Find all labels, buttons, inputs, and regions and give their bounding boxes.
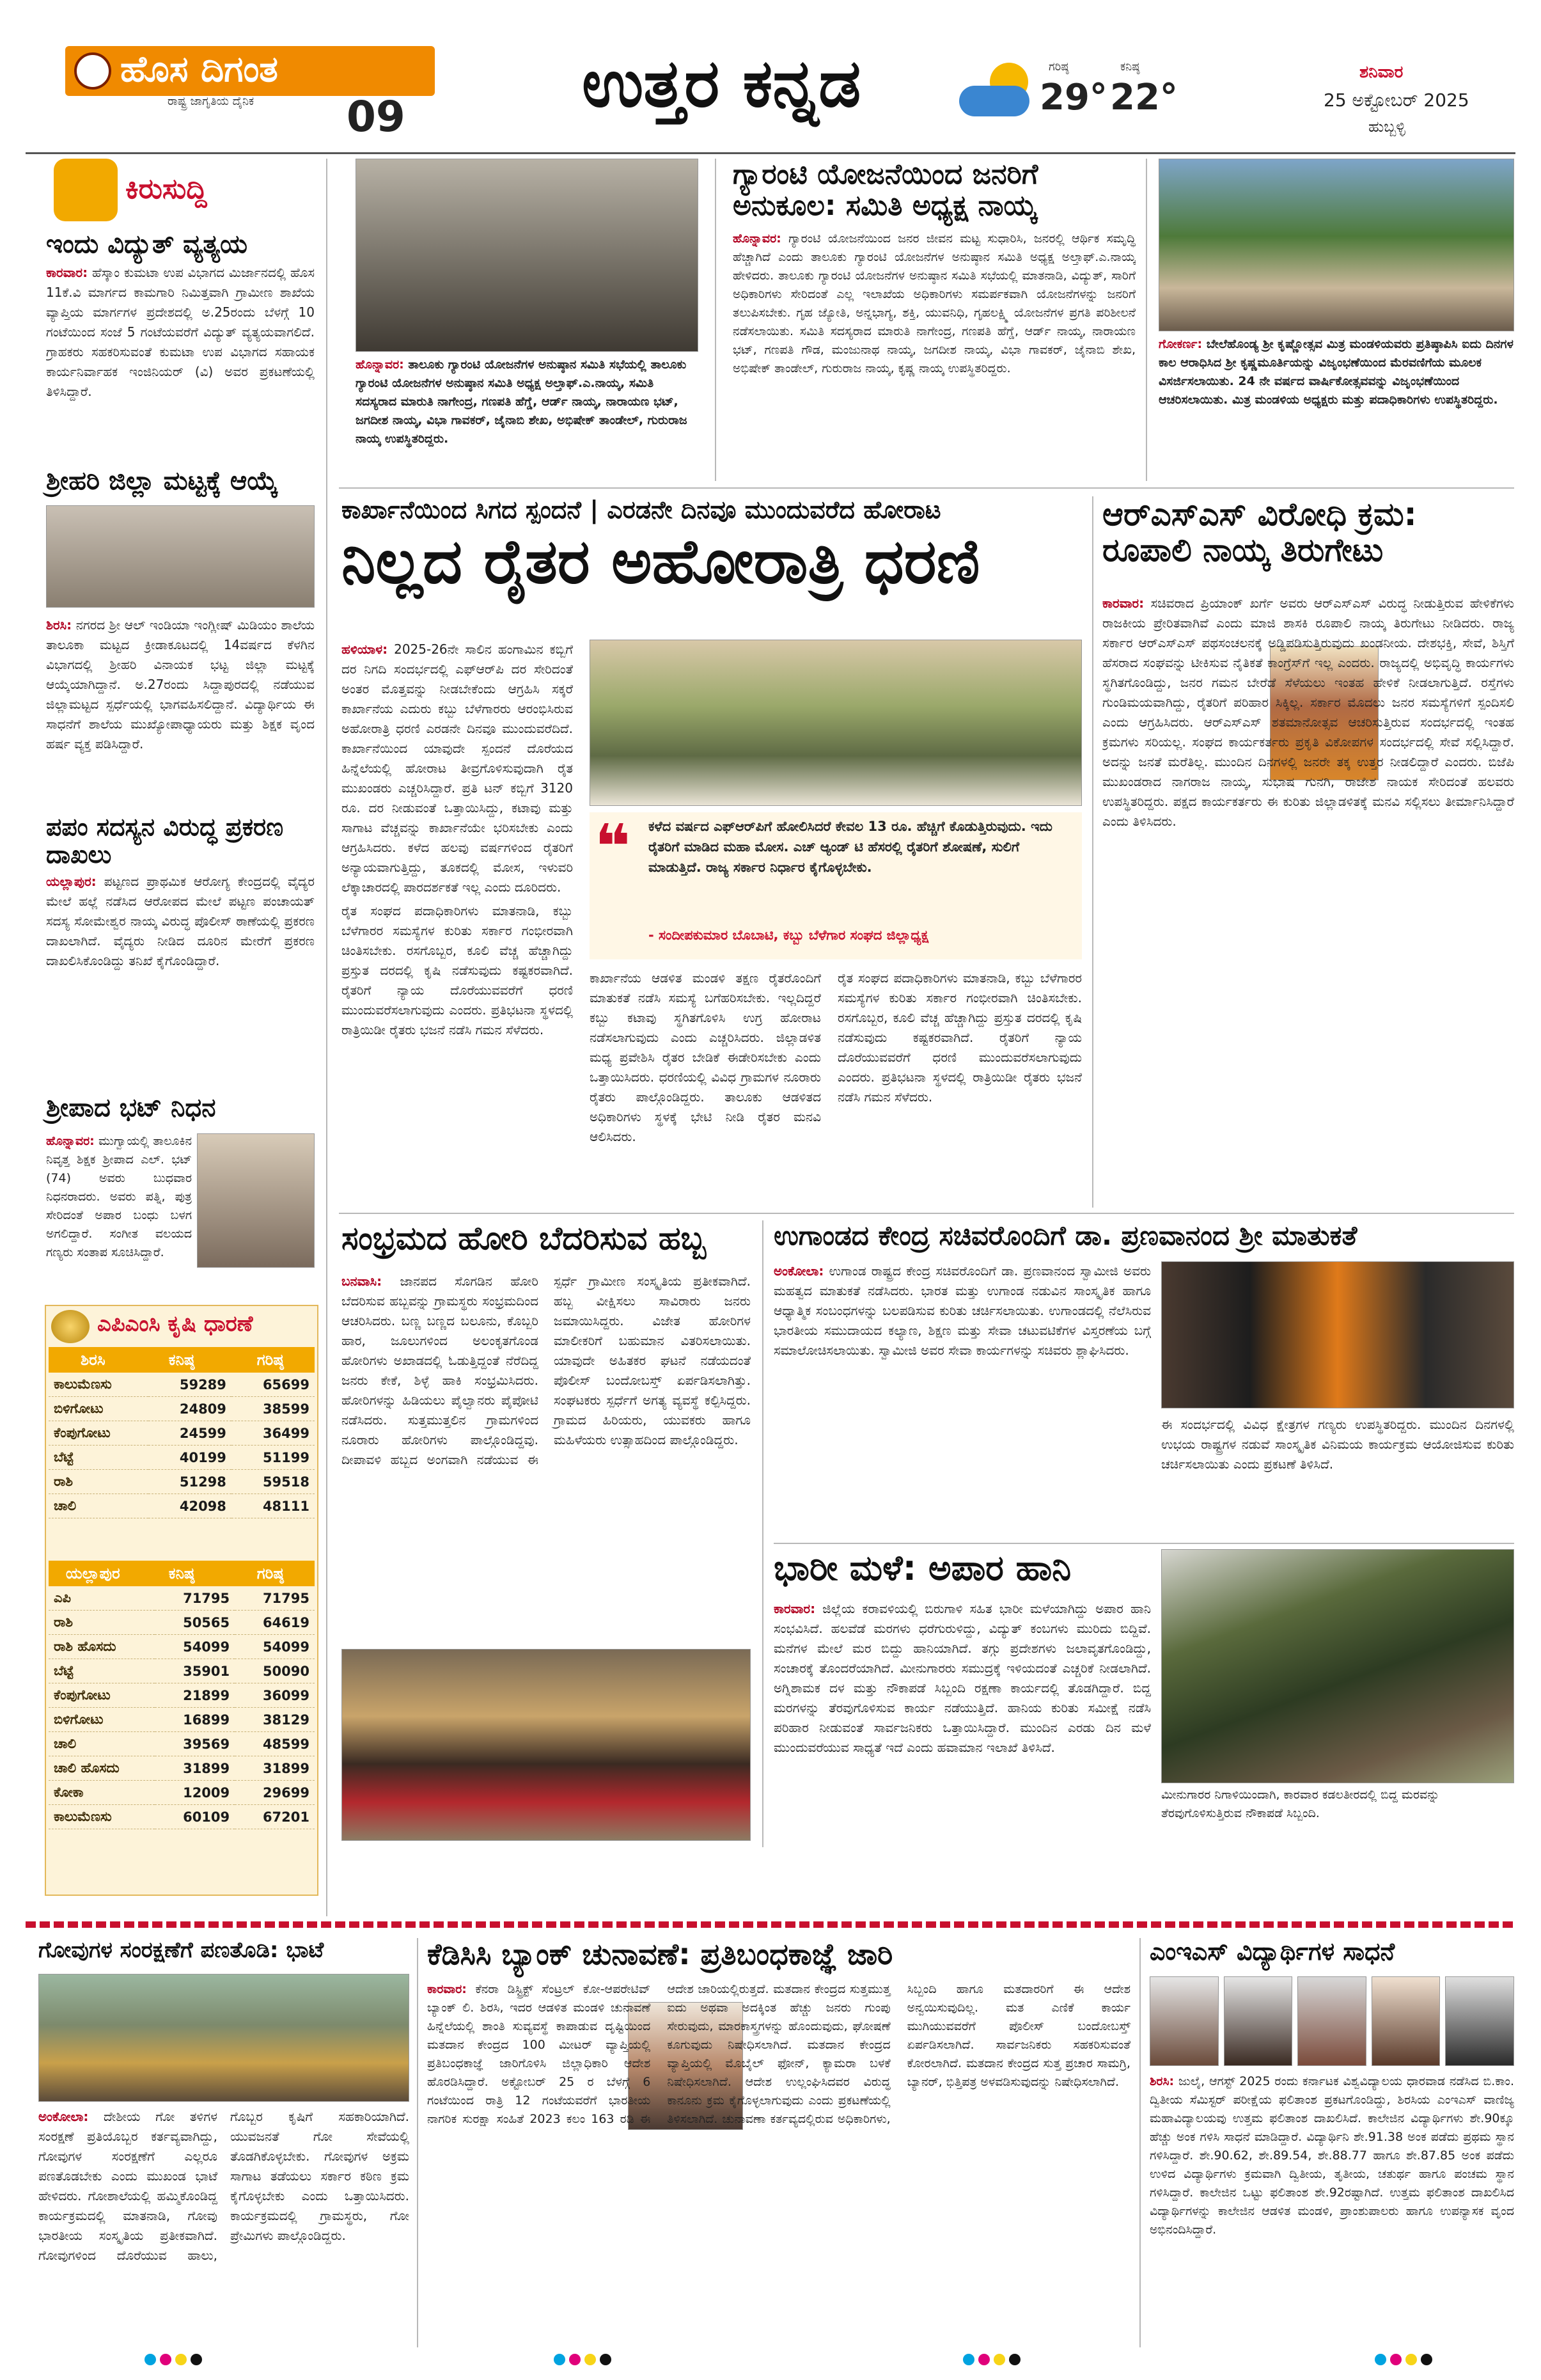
story-text: ಕೆನರಾ ಡಿಸ್ಟ್ರಿಕ್ಟ್ ಸೆಂಟ್ರಲ್ ಕೋ-ಆಪರೇಟಿವ್ ಬ್ಯಾಂಕ್ ಲಿ. ಶಿರಸಿ, ಇದರ ಆಡಳಿತ ಮಂಡಳಿ ಚುನಾವಣೆ ಹಿನ್ನೆಲೆಯಲ್ಲಿ ಶಾಂತಿ ಸುವ್ಯವಸ್ಥೆ ಕಾಪಾಡುವ ದೃಷ್ಟಿಯಿಂದ ಮತದಾನ ಕೇಂದ್ರದ 100 ಮೀಟರ್ ವ್ಯಾಪ್ತಿಯಲ್ಲಿ ಪ್ರತಿಬಂಧಕಾಜ್ಞೆ ಜಾರಿಗೊಳಿಸಿ ಜಿಲ್ಲಾಧಿಕಾರಿ ಆದೇಶ ಹೊರಡಿಸಿದ್ದಾರೆ. ಅಕ್ಟೋಬರ್ 25 ರ ಬೆಳಗ್ಗೆ 6 ಗಂಟೆಯಿಂದ ರಾತ್ರಿ 12 ಗಂಟೆಯವರೆಗೆ ಭಾರತೀಯ ನಾಗರಿಕ ಸುರಕ್ಷಾ ಸಂಹಿತೆ 2023 ಕಲಂ 163 ರಡಿ ಈ ಆದೇಶ ಜಾರಿಯಲ್ಲಿರುತ್ತದೆ. ಮತದಾನ ಕೇಂದ್ರದ ಸುತ್ತಮುತ್ತ ಐದು ಅಥವಾ ಅದಕ್ಕಿಂತ ಹೆಚ್ಚು ಜನರು ಗುಂಪು ಸೇರುವುದು, ಮಾರಕಾಸ್ತ್ರಗಳನ್ನು ಹೊಂದುವುದು, ಘೋಷಣೆ ಕೂಗುವುದು ನಿಷೇಧಿಸಲಾಗಿದೆ. ಮತದಾನ ಕೇಂದ್ರದ ವ್ಯಾಪ್ತಿಯಲ್ಲಿ ಮೊಬೈಲ್ ಫೋನ್, ಕ್ಯಾಮರಾ ಬಳಕೆ ನಿಷೇಧಿಸಲಾಗಿದೆ. ಆದೇಶ ಉಲ್ಲಂಘಿಸಿದವರ ವಿರುದ್ಧ ಕಾನೂನು ಕ್ರಮ ಕೈಗೊಳ್ಳಲಾಗುವುದು ಎಂದು ಪ್ರಕಟಣೆಯಲ್ಲಿ ತಿಳಿಸಲಾಗಿದೆ. ಚುನಾವಣಾ ಕರ್ತವ್ಯದಲ್ಲಿರುವ ಅಧಿಕಾರಿಗಳು, ಸಿಬ್ಬಂದಿ ಹಾಗೂ ಮತದಾರರಿಗೆ ಈ ಆದೇಶ ಅನ್ವಯಿಸುವುದಿಲ್ಲ. ಮತ ಎಣಿಕೆ ಕಾರ್ಯ ಮುಗಿಯುವವರೆಗೆ ಪೊಲೀಸ್ ಬಂದೋಬಸ್ತ್ ಏರ್ಪಡಿಸಲಾಗಿದೆ. ಸಾರ್ವಜನಿಕರು ಸಹಕರಿಸುವಂತೆ ಕೋರಲಾಗಿದೆ. ಮತದಾನ ಕೇಂದ್ರದ ಸುತ್ತ ಪ್ರಚಾರ ಸಾಮಗ್ರಿ, ಬ್ಯಾನರ್, ಭಿತ್ತಿಪತ್ರ ಅಳವಡಿಸುವುದನ್ನು ನಿಷೇಧಿಸಲಾಗಿದೆ. — [427, 1982, 1130, 2126]
apmc-sirsi — [49, 1347, 315, 1518]
price-max: 54099 — [235, 1635, 315, 1659]
kiru-item-body — [46, 872, 315, 1076]
price-max: 38129 — [235, 1708, 315, 1732]
table-row — [49, 1781, 315, 1805]
apmc-min-label: ಕನಿಷ್ಠ — [168, 1564, 195, 1582]
bull-body — [341, 1272, 751, 1640]
kiru-badge-label: ಕಿರುಸುದ್ದಿ — [125, 173, 207, 205]
commodity: ರಾಶಿ — [49, 1611, 155, 1635]
masthead-date: 25 ಅಕ್ಟೋಬರ್ 2025 — [1324, 90, 1469, 111]
temp-min-label: ಕನಿಷ್ಠ — [1120, 60, 1140, 74]
dateline: ಕಾರವಾರ: — [774, 1601, 816, 1616]
student-photo — [1372, 1976, 1441, 2066]
magenta-dot — [978, 2354, 990, 2365]
story-headline[interactable]: ಗೋವುಗಳ ಸಂರಕ್ಷಣೆಗೆ ಪಣತೊಡಿ: ಭಾಟೆ — [38, 1937, 324, 1963]
dateline: ಅಂಕೋಲಾ: — [774, 1263, 824, 1279]
quote-text: ಕಳೆದ ವರ್ಷದ ಎಫ್‌ಆರ್‌ಪಿಗೆ ಹೋಲಿಸಿದರೆ ಕೇವಲ 13 ರೂ. ಹೆಚ್ಚಿಗೆ ಕೊಡುತ್ತಿರುವುದು. ಇದು ರೈತರಿಗೆ ಮಾಡಿದ ಮಹಾ ಮೋಸ. ಎಚ್ ಆ್ಯಂಡ್ ಟಿ ಹೆಸರಲ್ಲಿ ರೈತರಿಗೆ ಶೋಷಣೆ, ಸುಲಿಗೆ ಮಾಡುತ್ತಿದೆ. ರಾಜ್ಯ ಸರ್ಕಾರ ನಿರ್ಧಾರ ಕೈಗೊಳ್ಳಬೇಕು. — [648, 819, 1052, 875]
dateline: ಕಾರವಾರ: — [46, 264, 88, 280]
price-min: 71795 — [155, 1586, 235, 1611]
honnavar-meeting-photo — [356, 159, 698, 352]
price-max: 36099 — [235, 1683, 315, 1708]
guarantee-story[interactable] — [733, 159, 1136, 474]
story-headline[interactable]: ಉಗಾಂಡದ ಕೇಂದ್ರ ಸಚಿವರೊಂದಿಗೆ ಡಾ. ಪ್ರಣವಾನಂದ ಶ್ರೀ ಮಾತುಕತೆ — [774, 1220, 1357, 1251]
temp-max: 29° — [1040, 77, 1107, 118]
kiru-item-text: ಹೆಸ್ಕಾಂ ಕುಮಟಾ ಉಪ ವಿಭಾಗದ ಮಿರ್ಜಾನದಲ್ಲಿ ಹೊಸ 11ಕೆ.ವಿ ಮಾರ್ಗದ ಕಾಮಗಾರಿ ನಿಮಿತ್ತವಾಗಿ ಗ್ರಾಮೀಣ ಶಾಖೆಯ ವ್ಯಾಪ್ತಿಯ ಮಾರ್ಗಗಳ ಪ್ರದೇಶದಲ್ಲಿ ಅ.25ರಂದು ಬೆಳಗ್ಗೆ 10 ಗಂಟೆಯಿಂದ ಸಂಜೆ 5 ಗಂಟೆಯವರೆಗೆ ವಿದ್ಯುತ್ ವ್ಯತ್ಯಯವಾಗಲಿದೆ. ಗ್ರಾಹಕರು ಸಹಕರಿಸುವಂತೆ ಕುಮಟಾ ಉಪ ವಿಭಾಗದ ಸಹಾಯಕ ಕಾರ್ಯನಿರ್ವಾಹಕ ಇಂಜಿನಿಯರ್ (ವಿ) ಅವರ ಪ್ರಕಟಣೆಯಲ್ಲಿ ತಿಳಿಸಿದ್ದಾರೆ. — [46, 264, 315, 399]
price-max: 71795 — [235, 1586, 315, 1611]
yellow-dot — [175, 2354, 187, 2365]
kiru-item-text: ಪಟ್ಟಣದ ಪ್ರಾಥಮಿಕ ಆರೋಗ್ಯ ಕೇಂದ್ರದಲ್ಲಿ ವೈದ್ಯರ ಮೇಲೆ ಹಲ್ಲೆ ನಡೆಸಿದ ಆರೋಪದ ಮೇಲೆ ಪಟ್ಟಣ ಪಂಚಾಯತ್ ಸದಸ್ಯ ಸೋಮೇಶ್ವರ ನಾಯ್ಕ ವಿರುದ್ಧ ಪೊಲೀಸ್ ಠಾಣೆಯಲ್ಲಿ ಪ್ರಕರಣ ದಾಖಲಾಗಿದೆ. ವೈದ್ಯರು ನೀಡಿದ ದೂರಿನ ಮೇರೆಗೆ ಪ್ರಕರಣ ದಾಖಲಿಸಿಕೊಂಡಿದ್ದು ತನಿಖೆ ಕೈಗೊಂಡಿದ್ದಾರೆ. — [46, 874, 315, 969]
story-headline[interactable]: ಕೆಡಿಸಿಸಿ ಬ್ಯಾಂಕ್ ಚುನಾವಣೆ: ಪ್ರತಿಬಂಧಕಾಜ್ಞೆ ಜಾರಿ — [427, 1937, 893, 1971]
row-divider — [774, 1543, 1514, 1544]
cyan-dot — [554, 2354, 565, 2365]
commodity: ಕೆಂಪುಗೋಟು — [49, 1421, 148, 1446]
black-dot — [1009, 2354, 1021, 2365]
commodity: ರಾಶಿ ಹೊಸದು — [49, 1635, 155, 1659]
story-text: ಜಿಲ್ಲೆಯ ಕರಾವಳಿಯಲ್ಲಿ ಬಿರುಗಾಳಿ ಸಹಿತ ಭಾರೀ ಮಳೆಯಾಗಿದ್ದು ಅಪಾರ ಹಾನಿ ಸಂಭವಿಸಿದೆ. ಹಲವೆಡೆ ಮರಗಳು ಧರೆಗುರುಳಿದ್ದು, ವಿದ್ಯುತ್ ಕಂಬಗಳು ಮುರಿದು ಬಿದ್ದಿವೆ. ಮನೆಗಳ ಮೇಲೆ ಮರ ಬಿದ್ದು ಹಾನಿಯಾಗಿದೆ. ತಗ್ಗು ಪ್ರದೇಶಗಳು ಜಲಾವೃತಗೊಂಡಿದ್ದು, ಸಂಚಾರಕ್ಕೆ ತೊಂದರೆಯಾಗಿದೆ. ಮೀನುಗಾರರು ಸಮುದ್ರಕ್ಕೆ ಇಳಿಯದಂತೆ ಎಚ್ಚರಿಕೆ ನೀಡಲಾಗಿದೆ. ಅಗ್ನಿಶಾಮಕ ದಳ ಮತ್ತು ನೌಕಾಪಡೆ ಸಿಬ್ಬಂದಿ ರಕ್ಷಣಾ ಕಾರ್ಯದಲ್ಲಿ ತೊಡಗಿದ್ದಾರೆ. ಬಿದ್ದ ಮರಗಳನ್ನು ತೆರವುಗೊಳಿಸುವ ಕಾರ್ಯ ನಡೆಯುತ್ತಿದೆ. ಹಾನಿಯ ಕುರಿತು ಸಮೀಕ್ಷೆ ನಡೆಸಿ ಪರಿಹಾರ ನೀಡುವಂತೆ ಸಾರ್ವಜನಿಕರು ಒತ್ತಾಯಿಸಿದ್ದಾರೆ. ಮುಂದಿನ ಎರಡು ದಿನ ಮಳೆ ಮುಂದುವರೆಯುವ ಸಾಧ್ಯತೆ ಇದೆ ಎಂದು ಹವಾಮಾನ ಇಲಾಖೆ ತಿಳಿಸಿದೆ. — [774, 1601, 1151, 1755]
story-text: ರೈತ ಸಂಘದ ಪದಾಧಿಕಾರಿಗಳು ಮಾತನಾಡಿ, ಕಬ್ಬು ಬೆಳೆಗಾರರ ಸಮಸ್ಯೆಗಳ ಕುರಿತು ಸರ್ಕಾರ ಗಂಭೀರವಾಗಿ ಚಿಂತಿಸಬೇಕು. ರಸಗೊಬ್ಬರ, ಕೂಲಿ ವೆಚ್ಚ ಹೆಚ್ಚಾಗಿದ್ದು ಪ್ರಸ್ತುತ ದರದಲ್ಲಿ ಕೃಷಿ ನಡೆಸುವುದು ಕಷ್ಟಕರವಾಗಿದೆ. ರೈತರಿಗೆ ನ್ಯಾಯ ದೊರೆಯುವವರೆಗೆ ಧರಣಿ ಮುಂದುವರೆಸಲಾಗುವುದು ಎಂದರು. ಪ್ರತಿಭಟನಾ ಸ್ಥಳದಲ್ಲಿ ರಾತ್ರಿಯಿಡೀ ರೈತರು ಭಜನೆ ನಡೆಸಿ ಗಮನ ಸೆಳೆದರು. — [838, 970, 1082, 1105]
kiru-item-4 — [46, 1093, 315, 1259]
commodity: ಬೆಟ್ಟೆ — [49, 1446, 148, 1470]
price-max: 48111 — [231, 1494, 315, 1518]
price-min: 12009 — [155, 1781, 235, 1805]
temp-min: 22° — [1110, 77, 1178, 118]
honnavar-caption — [356, 356, 698, 484]
kiru-item-text: ನಗರದ ಶ್ರೀ ಆಲ್ ಇಂಡಿಯಾ ಇಂಗ್ಲೀಷ್ ಮಿಡಿಯಂ ಶಾಲೆಯ ತಾಲೂಕಾ ಮಟ್ಟದ ಕ್ರೀಡಾಕೂಟದಲ್ಲಿ 14ವರ್ಷದ ಕೆಳಗಿನ ವಿಭಾಗದಲ್ಲಿ ಶ್ರೀಹರಿ ವಿನಾಯಕ ಭಟ್ಟ ಜಿಲ್ಲಾ ಮಟ್ಟಕ್ಕೆ ಆಯ್ಕೆಯಾಗಿದ್ದಾನೆ. ಅ.27ರಂದು ಸಿದ್ದಾಪುರದಲ್ಲಿ ನಡೆಯುವ ಜಿಲ್ಲಾಮಟ್ಟದ ಸ್ಪರ್ಧೆಯಲ್ಲಿ ಭಾಗವಹಿಸಲಿದ್ದಾನೆ. ವಿದ್ಯಾರ್ಥಿಯ ಈ ಸಾಧನೆಗೆ ಶಾಲೆಯ ಮುಖ್ಯೋಪಾಧ್ಯಾಯರು ಮತ್ತು ಶಿಕ್ಷಕ ವೃಂದ ಹರ್ಷ ವ್ಯಕ್ತ ಪಡಿಸಿದ್ದಾರೆ. — [46, 617, 315, 752]
apmc-place: ಯಲ್ಲಾಪುರ — [65, 1564, 120, 1582]
finger-icon — [54, 159, 118, 221]
black-dot — [600, 2354, 611, 2365]
table-row — [49, 1373, 315, 1397]
price-min: 60109 — [155, 1805, 235, 1829]
commodity: ಕೋಕಾ — [49, 1781, 155, 1805]
apmc-title: ಎಪಿಎಂಸಿ ಕೃಷಿ ಧಾರಣೆ — [97, 1311, 253, 1337]
commodity: ಬೆಟ್ಟೆ — [49, 1659, 155, 1683]
commodity: ಬಿಳಿಗೋಟು — [49, 1397, 148, 1421]
price-max: 36499 — [231, 1421, 315, 1446]
story-text: ಜುಲೈ, ಆಗಸ್ಟ್ 2025 ರಂದು ಕರ್ನಾಟಕ ವಿಶ್ವವಿದ್ಯಾಲಯ ಧಾರವಾಡ ನಡೆಸಿದ ಬಿ.ಕಾಂ. ದ್ವಿತೀಯ ಸೆಮಿಸ್ಟರ್ ಪರೀಕ್ಷೆಯ ಫಲಿತಾಂಶ ಪ್ರಕಟಗೊಂಡಿದ್ದು, ಶಿರಸಿಯ ಎಂಇಎಸ್ ವಾಣಿಜ್ಯ ಮಹಾವಿದ್ಯಾಲಯವು ಉತ್ತಮ ಫಲಿತಾಂಶ ದಾಖಲಿಸಿದೆ. ಕಾಲೇಜಿನ ವಿದ್ಯಾರ್ಥಿಗಳು ಶೇ.90ಕ್ಕೂ ಹೆಚ್ಚು ಅಂಕ ಗಳಿಸಿ ಸಾಧನೆ ಮಾಡಿದ್ದಾರೆ. ವಿದ್ಯಾರ್ಥಿನಿ ಶೇ.91.38 ಅಂಕ ಪಡೆದು ಪ್ರಥಮ ಸ್ಥಾನ ಗಳಿಸಿದ್ದಾರೆ. ಶೇ.90.62, ಶೇ.89.54, ಶೇ.88.77 ಹಾಗೂ ಶೇ.87.85 ಅಂಕ ಪಡೆದು ಉಳಿದ ವಿದ್ಯಾರ್ಥಿಗಳು ಕ್ರಮವಾಗಿ ದ್ವಿತೀಯ, ತೃತೀಯ, ಚತುರ್ಥ ಹಾಗೂ ಪಂಚಮ ಸ್ಥಾನ ಗಳಿಸಿದ್ದಾರೆ. ಕಾಲೇಜಿನ ಒಟ್ಟು ಫಲಿತಾಂಶ ಶೇ.92ರಷ್ಟಾಗಿದೆ. ಉತ್ತಮ ಫಲಿತಾಂಶ ದಾಖಲಿಸಿದ ವಿದ್ಯಾರ್ಥಿಗಳನ್ನು ಕಾಲೇಜಿನ ಆಡಳಿತ ಮಂಡಳಿ, ಪ್ರಾಂಶುಪಾಲರು ಹಾಗೂ ಉಪನ್ಯಾಸಕ ವೃಂದ ಅಭಿನಂದಿಸಿದ್ದಾರೆ. — [1150, 2074, 1514, 2237]
lamp-icon — [74, 52, 111, 90]
mes-body — [1150, 2072, 1514, 2347]
magenta-dot — [160, 2354, 171, 2365]
price-min: 50565 — [155, 1611, 235, 1635]
price-min: 21899 — [155, 1683, 235, 1708]
dateline: ಅಂಕೋಲಾ: — [38, 2109, 89, 2124]
dateline: ಯಲ್ಲಾಪುರ: — [46, 874, 97, 890]
logo-block[interactable] — [65, 46, 435, 142]
commodity: ಚಾಲಿ — [49, 1494, 148, 1518]
dateline: ಶಿರಸಿ: — [1150, 2074, 1175, 2088]
price-max: 38599 — [231, 1397, 315, 1421]
apmc-place: ಶಿರಸಿ — [81, 1351, 106, 1369]
cows-body — [38, 2107, 409, 2347]
table-row — [49, 1708, 315, 1732]
page-number: 09 — [347, 92, 405, 141]
kiru-item-text: ಮುಗ್ವಾಯಲ್ಲಿ ತಾಲೂಕಿನ ನಿವೃತ್ತ ಶಿಕ್ಷಕ ಶ್ರೀಪಾದ ಎಲ್. ಭಟ್ (74) ಅವರು ಬುಧವಾರ ನಿಧನರಾದರು. ಅವರು ಪತ್ನಿ, ಪುತ್ರ ಸೇರಿದಂತೆ ಅಪಾರ ಬಂಧು ಬಳಗ ಅಗಲಿದ್ದಾರೆ. ಸಂಗೀತ ವಲಯದ ಗಣ್ಯರು ಸಂತಾಪ ಸೂಚಿಸಿದ್ದಾರೆ. — [46, 1134, 192, 1259]
masthead — [26, 38, 1515, 150]
uganda-body-2 — [1161, 1415, 1514, 1538]
table-row — [49, 1397, 315, 1421]
column-divider — [326, 159, 327, 1916]
row-divider — [339, 1213, 1514, 1214]
table-row — [49, 1659, 315, 1683]
cows-event-photo — [38, 1974, 409, 2102]
yellow-dot — [994, 2354, 1005, 2365]
row-divider — [339, 487, 1514, 489]
price-min: 16899 — [155, 1708, 235, 1732]
uganda-story[interactable] — [774, 1220, 1514, 1250]
commodity: ಬಿಳಿಗೋಟು — [49, 1708, 155, 1732]
price-max: 31899 — [235, 1756, 315, 1781]
story-text: ಉಗಾಂಡ ರಾಷ್ಟ್ರದ ಕೇಂದ್ರ ಸಚಿವರೊಂದಿಗೆ ಡಾ. ಪ್ರಣವಾನಂದ ಸ್ವಾಮೀಜಿ ಅವರು ಮಹತ್ವದ ಮಾತುಕತೆ ನಡೆಸಿದರು. ಭಾರತ ಮತ್ತು ಉಗಾಂಡ ನಡುವಿನ ಸಾಂಸ್ಕೃತಿಕ ಹಾಗೂ ಆಧ್ಯಾತ್ಮಿಕ ಸಂಬಂಧಗಳನ್ನು ಬಲಪಡಿಸುವ ಕುರಿತು ಚರ್ಚಿಸಲಾಯಿತು. ಉಗಾಂಡದಲ್ಲಿ ನೆಲೆಸಿರುವ ಭಾರತೀಯ ಸಮುದಾಯದ ಕಲ್ಯಾಣ, ಶಿಕ್ಷಣ ಮತ್ತು ಸೇವಾ ಚಟುವಟಿಕೆಗಳ ವಿಸ್ತರಣೆಯ ಬಗ್ಗೆ ಸಮಾಲೋಚಿಸಲಾಯಿತು. ಸ್ವಾಮೀಜಿ ಅವರ ಸೇವಾ ಕಾರ್ಯಗಳನ್ನು ಸಚಿವರು ಶ್ಲಾಘಿಸಿದರು. — [774, 1263, 1151, 1358]
commodity: ಚಾಲಿ ಹೊಸದು — [49, 1756, 155, 1781]
quote-author: - ಸಂದೀಪಕುಮಾರ ಬೊಬಾಟಿ, ಕಬ್ಬು ಬೆಳೆಗಾರ ಸಂಘದ ಜಿಲ್ಲಾಧ್ಯಕ್ಷ — [648, 927, 929, 943]
gokarna-caption — [1159, 335, 1514, 482]
kiru-photo — [46, 505, 315, 608]
kiru-item-body — [46, 615, 315, 807]
price-min: 31899 — [155, 1756, 235, 1781]
story-text: ಈ ಸಂದರ್ಭದಲ್ಲಿ ವಿವಿಧ ಕ್ಷೇತ್ರಗಳ ಗಣ್ಯರು ಉಪಸ್ಥಿತರಿದ್ದರು. ಮುಂದಿನ ದಿನಗಳಲ್ಲಿ ಉಭಯ ರಾಷ್ಟ್ರಗಳ ನಡುವೆ ಸಾಂಸ್ಕೃತಿಕ ವಿನಿಮಯ ಕಾರ್ಯಕ್ರಮ ಆಯೋಜಿಸುವ ಕುರಿತು ಚರ್ಚಿಸಲಾಯಿತು ಎಂದು ಪ್ರಕಟಣೆ ತಿಳಿಸಿದೆ. — [1161, 1417, 1514, 1472]
student-photo — [1445, 1976, 1514, 2066]
column-divider — [417, 1938, 418, 2347]
registration-marks-center-right — [963, 2354, 1021, 2365]
dateline: ಶಿರಸಿ: — [46, 617, 72, 633]
column-divider — [1139, 1938, 1141, 2347]
gokarna-procession-photo — [1159, 159, 1514, 331]
dateline: ಬನವಾಸಿ: — [341, 1273, 382, 1289]
price-min: 40199 — [148, 1446, 231, 1470]
commodity: ಎಪಿ — [49, 1586, 155, 1611]
rain-story[interactable] — [774, 1549, 1151, 1588]
black-dot — [1421, 2354, 1432, 2365]
kiru-badge — [54, 159, 271, 221]
price-max: 51199 — [231, 1446, 315, 1470]
table-row — [49, 1683, 315, 1708]
magenta-dot — [569, 2354, 581, 2365]
story-headline[interactable]: ಭಾರೀ ಮಳೆ: ಅಪಾರ ಹಾನಿ — [774, 1548, 1072, 1588]
kiru-item-2 — [46, 466, 315, 752]
dateline: ಕಾರವಾರ: — [427, 1982, 467, 1996]
section-title: ಉತ್ತರ ಕನ್ನಡ — [582, 44, 861, 122]
rain-body — [774, 1599, 1151, 1847]
price-max: 59518 — [231, 1470, 315, 1494]
table-row — [49, 1494, 315, 1518]
rain-caption: ಮೀನುಗಾರರ ನಿಗಾಳಿಯಿಂದಾಗಿ, ಕಾರವಾರ ಕಡಲತೀರದಲ್ಲಿ ಬಿದ್ದ ಮರವನ್ನು ತೆರವುಗೊಳಿಸುತ್ತಿರುವ ನೌಕಾಪಡೆ ಸಿಬ್ಬಂದಿ. — [1161, 1788, 1440, 1820]
student-photo — [1150, 1976, 1219, 2066]
bull-festival-photo — [341, 1649, 751, 1841]
price-max: 29699 — [235, 1781, 315, 1805]
price-min: 35901 — [155, 1659, 235, 1683]
apmc-sirsi-table — [49, 1373, 315, 1518]
farmers-body-col3 — [838, 968, 1082, 1208]
table-row — [49, 1470, 315, 1494]
uganda-meeting-photo — [1161, 1261, 1514, 1408]
kiru-item-title: ಶ್ರೀಪಾದ ಭಟ್ ನಿಧನ — [46, 1093, 216, 1123]
yellow-dot — [1405, 2354, 1417, 2365]
story-headline[interactable]: ನಿಲ್ಲದ ರೈತರ ಅಹೋರಾತ್ರಿ ಧರಣಿ — [341, 525, 980, 597]
commodity: ರಾಶಿ — [49, 1470, 148, 1494]
dateline: ಗೋಕರ್ಣ: — [1159, 337, 1203, 351]
commodity: ಕಾಲುಮೆಣಸು — [49, 1373, 148, 1397]
registration-marks-center-left — [554, 2354, 611, 2365]
farmers-quote-box — [590, 812, 1082, 959]
price-min: 24809 — [148, 1397, 231, 1421]
price-max: 67201 — [235, 1805, 315, 1829]
dateline: ಹೊನ್ನಾವರ: — [733, 231, 781, 246]
price-min: 39569 — [155, 1732, 235, 1756]
yellow-dot — [584, 2354, 596, 2365]
dateline: ಕಾರವಾರ: — [1102, 595, 1145, 611]
table-row — [49, 1732, 315, 1756]
kdcc-body — [427, 1980, 1130, 2347]
apmc-max-label: ಗರಿಷ್ಠ — [256, 1351, 284, 1369]
story-headline[interactable]: ಗ್ಯಾರಂಟಿ ಯೋಜನೆಯಿಂದ ಜನರಿಗೆ ಅನುಕೂಲ: ಸಮಿತಿ ಅಧ್ಯಕ್ಷ ನಾಯ್ಕ — [733, 158, 1038, 223]
story-text: ಗ್ಯಾರಂಟಿ ಯೋಜನೆಯಿಂದ ಜನರ ಜೀವನ ಮಟ್ಟ ಸುಧಾರಿಸಿ, ಜನರಲ್ಲಿ ಆರ್ಥಿಕ ಸಮೃದ್ಧಿ ಹೆಚ್ಚಾಗಿದೆ ಎಂದು ತಾಲೂಕು ಗ್ಯಾರಂಟಿ ಯೋಜನೆಗಳ ಅನುಷ್ಠಾನ ಸಮಿತಿ ಅಧ್ಯಕ್ಷ ಅಲ್ತಾಫ್.ಎ.ನಾಯ್ಕ ಹೇಳಿದರು. ತಾಲೂಕು ಗ್ಯಾರಂಟಿ ಯೋಜನೆಗಳ ಅನುಷ್ಠಾನ ಸಮಿತಿ ಸಭೆಯಲ್ಲಿ ಮಾತನಾಡಿ, ವಿದ್ಯುತ್, ಸಾರಿಗೆ ಅಧಿಕಾರಿಗಳು ಸೇರಿದಂತೆ ಎಲ್ಲ ಇಲಾಖೆಯ ಅಧಿಕಾರಿಗಳು ಸಮರ್ಪಕವಾಗಿ ಯೋಜನೆಗಳನ್ನು ಜನರಿಗೆ ತಲುಪಿಸಬೇಕು. ಗೃಹ ಜ್ಯೋತಿ, ಅನ್ನಭಾಗ್ಯ, ಶಕ್ತಿ, ಯುವನಿಧಿ, ಗೃಹಲಕ್ಷ್ಮಿ ಯೋಜನೆಗಳ ಪ್ರಗತಿ ಪರಿಶೀಲನೆ ನಡೆಸಲಾಯಿತು. ಸಮಿತಿ ಸದಸ್ಯರಾದ ಮಾರುತಿ ನಾಗೇಂದ್ರ, ಗಣಪತಿ ಹೆಗ್ಡೆ, ಆರ್ಡ್ ನಾಯ್ಕ, ನಾರಾಯಣ ಭಟ್, ಗಣಪತಿ ಗೌಡ, ಮಂಜುನಾಥ ನಾಯ್ಕ, ಜಗದೀಶ ನಾಯ್ಕ, ವಿಭಾ ಗಾವಕರ್, ಜೈನಾಬಿ ಶೇಖ, ಅಭಿಷೇಕ್ ತಾಂಡೇಲ್, ಗುರುರಾಜ ನಾಯ್ಕ, ಕೃಷ್ಣ ನಾಯ್ಕ ಉಪಸ್ಥಿತರಿದ್ದರು. — [733, 231, 1136, 375]
table-row — [49, 1586, 315, 1611]
caption-text: ಬೇಲೆಹೊಂಡ್ಯ ಶ್ರೀ ಕೃಷ್ಣೋತ್ಸವ ಮಿತ್ರ ಮಂಡಳಿಯವರು ಪ್ರತಿಷ್ಠಾಪಿಸಿ ಐದು ದಿನಗಳ ಕಾಲ ಆರಾಧಿಸಿದ ಶ್ರೀ ಕೃಷ್ಣಮೂರ್ತಿಯನ್ನು ವಿಜೃಂಭಣೆಯಿಂದ ಮೆರವಣಿಗೆಯ ಮೂಲಕ ವಿಸರ್ಜಿಸಲಾಯಿತು. 24 ನೇ ವರ್ಷದ ವಾರ್ಷಿಕೋತ್ಸವವನ್ನು ವಿಜೃಂಭಣೆಯಿಂದ ಆಚರಿಸಲಾಯಿತು. ಮಿತ್ರ ಮಂಡಳಿಯ ಅಧ್ಯಕ್ಷರು ಮತ್ತು ಪದಾಧಿಕಾರಿಗಳು ಉಪಸ್ಥಿತರಿದ್ದರು. — [1159, 337, 1514, 407]
farmers-story[interactable] — [341, 496, 1082, 596]
story-text: ಸಚಿವರಾದ ಪ್ರಿಯಾಂಕ್ ಖರ್ಗೆ ಅವರು ಆರ್‌ಎಸ್‌ಎಸ್ ವಿರುದ್ಧ ನೀಡುತ್ತಿರುವ ಹೇಳಿಕೆಗಳು ರಾಜಕೀಯ ಪ್ರೇರಿತವಾಗಿವೆ ಎಂದು ಮಾಜಿ ಶಾಸಕಿ ರೂಪಾಲಿ ನಾಯ್ಕ ತಿರುಗೇಟು ನೀಡಿದರು. ರಾಜ್ಯ ಸರ್ಕಾರ ಆರ್‌ಎಸ್‌ಎಸ್ ಪಥಸಂಚಲನಕ್ಕೆ ಅಡ್ಡಿಪಡಿಸುತ್ತಿರುವುದು ಖಂಡನೀಯ. ದೇಶಭಕ್ತಿ, ಸೇವೆ, ಶಿಸ್ತಿಗೆ ಹೆಸರಾದ ಸಂಘವನ್ನು ಟೀಕಿಸುವ ನೈತಿಕತೆ ಕಾಂಗ್ರೆಸ್‌ಗೆ ಇಲ್ಲ ಎಂದರು. ರಾಜ್ಯದಲ್ಲಿ ಅಭಿವೃದ್ಧಿ ಕಾರ್ಯಗಳು ಸ್ಥಗಿತಗೊಂಡಿದ್ದು, ಜನರ ಗಮನ ಬೇರೆಡೆ ಸೆಳೆಯಲು ಇಂತಹ ಹೇಳಿಕೆ ನೀಡಲಾಗುತ್ತಿದೆ. ರಸ್ತೆಗಳು ಗುಂಡಿಮಯವಾಗಿದ್ದು, ರೈತರಿಗೆ ಪರಿಹಾರ ಸಿಕ್ಕಿಲ್ಲ. ಸರ್ಕಾರ ಮೊದಲು ಜನರ ಸಮಸ್ಯೆಗಳಿಗೆ ಸ್ಪಂದಿಸಲಿ ಎಂದು ಆಗ್ರಹಿಸಿದರು. ಆರ್‌ಎಸ್‌ಎಸ್ ಶತಮಾನೋತ್ಸವ ಆಚರಿಸುತ್ತಿರುವ ಸಂದರ್ಭದಲ್ಲಿ ಇಂತಹ ಕ್ರಮಗಳು ಸರಿಯಲ್ಲ. ಸಂಘದ ಕಾರ್ಯಕರ್ತರು ಪ್ರಕೃತಿ ವಿಕೋಪಗಳ ಸಂದರ್ಭದಲ್ಲಿ ಸೇವೆ ಸಲ್ಲಿಸಿದ್ದಾರೆ. ಅದನ್ನು ಜನತೆ ಮರೆತಿಲ್ಲ. ಮುಂದಿನ ದಿನಗಳಲ್ಲಿ ಜನರೇ ತಕ್ಕ ಉತ್ತರ ನೀಡಲಿದ್ದಾರೆ ಎಂದರು. ಬಿಜೆಪಿ ಮುಖಂಡರಾದ ನಾಗರಾಜ ನಾಯ್ಕ, ಸುಭಾಷ ಗುನಗಿ, ರಾಜೇಶ ನಾಯಕ ಸೇರಿದಂತೆ ಹಲವರು ಉಪಸ್ಥಿತರಿದ್ದರು. ಪಕ್ಷದ ಕಾರ್ಯಕರ್ತರು ಈ ಕುರಿತು ಜಿಲ್ಲಾಡಳಿತಕ್ಕೆ ಮನವಿ ಸಲ್ಲಿಸಲು ತೀರ್ಮಾನಿಸಿದ್ದಾರೆ ಎಂದು ತಿಳಿಸಿದರು. — [1102, 595, 1514, 829]
table-row — [49, 1756, 315, 1781]
column-divider — [762, 1220, 763, 1847]
table-row — [49, 1611, 315, 1635]
commodity: ಚಾಲಿ — [49, 1732, 155, 1756]
apmc-min-label: ಕನಿಷ್ಠ — [168, 1351, 195, 1369]
story-text: ಕಾರ್ಖಾನೆಯ ಆಡಳಿತ ಮಂಡಳಿ ತಕ್ಷಣ ರೈತರೊಂದಿಗೆ ಮಾತುಕತೆ ನಡೆಸಿ ಸಮಸ್ಯೆ ಬಗೆಹರಿಸಬೇಕು. ಇಲ್ಲದಿದ್ದರೆ ಕಬ್ಬು ಕಟಾವು ಸ್ಥಗಿತಗೊಳಿಸಿ ಉಗ್ರ ಹೋರಾಟ ನಡೆಸಲಾಗುವುದು ಎಂದು ಎಚ್ಚರಿಸಿದರು. ಜಿಲ್ಲಾಡಳಿತ ಮಧ್ಯ ಪ್ರವೇಶಿಸಿ ರೈತರ ಬೇಡಿಕೆ ಈಡೇರಿಸಬೇಕು ಎಂದು ಒತ್ತಾಯಿಸಿದರು. ಧರಣಿಯಲ್ಲಿ ವಿವಿಧ ಗ್ರಾಮಗಳ ನೂರಾರು ರೈತರು ಪಾಲ್ಗೊಂಡಿದ್ದರು. ತಾಲೂಕು ಆಡಳಿತದ ಅಧಿಕಾರಿಗಳು ಸ್ಥಳಕ್ಕೆ ಭೇಟಿ ನೀಡಿ ರೈತರ ಮನವಿ ಆಲಿಸಿದರು. — [590, 970, 821, 1144]
student-photo — [1297, 1976, 1366, 2066]
table-row — [49, 1446, 315, 1470]
price-min: 24599 — [148, 1421, 231, 1446]
kiru-item-title: ಪಪಂ ಸದಸ್ಯನ ವಿರುದ್ಧ ಪ್ರಕರಣ ದಾಖಲು — [46, 813, 284, 869]
column-divider — [715, 159, 716, 481]
story-kicker: ಕಾರ್ಖಾನೆಯಿಂದ ಸಿಗದ ಸ್ಪಂದನೆ | ಎರಡನೇ ದಿನವೂ ಮುಂದುವರೆದ ಹೋರಾಟ — [341, 496, 941, 524]
apmc-sirsi-header — [49, 1347, 315, 1373]
story-text: ರೈತ ಸಂಘದ ಪದಾಧಿಕಾರಿಗಳು ಮಾತನಾಡಿ, ಕಬ್ಬು ಬೆಳೆಗಾರರ ಸಮಸ್ಯೆಗಳ ಕುರಿತು ಸರ್ಕಾರ ಗಂಭೀರವಾಗಿ ಚಿಂತಿಸಬೇಕು. ರಸಗೊಬ್ಬರ, ಕೂಲಿ ವೆಚ್ಚ ಹೆಚ್ಚಾಗಿದ್ದು ಪ್ರಸ್ತುತ ದರದಲ್ಲಿ ಕೃಷಿ ನಡೆಸುವುದು ಕಷ್ಟಕರವಾಗಿದೆ. ರೈತರಿಗೆ ನ್ಯಾಯ ದೊರೆಯುವವರೆಗೆ ಧರಣಿ ಮುಂದುವರೆಸಲಾಗುವುದು ಎಂದರು. ಪ್ರತಿಭಟನಾ ಸ್ಥಳದಲ್ಲಿ ರಾತ್ರಿಯಿಡೀ ರೈತರು ಭಜನೆ ನಡೆಸಿ ಗಮನ ಸೆಳೆದರು. — [341, 903, 573, 1037]
caption-text: ತಾಲೂಕು ಗ್ಯಾರಂಟಿ ಯೋಜನೆಗಳ ಅನುಷ್ಠಾನ ಸಮಿತಿ ಸಭೆಯಲ್ಲಿ ತಾಲೂಕು ಗ್ಯಾರಂಟಿ ಯೋಜನೆಗಳ ಅನುಷ್ಠಾನ ಸಮಿತಿ ಅಧ್ಯಕ್ಷ ಅಲ್ತಾಫ್.ಎ.ನಾಯ್ಕ, ಸಮಿತಿ ಸದಸ್ಯರಾದ ಮಾರುತಿ ನಾಗೇಂದ್ರ, ಗಣಪತಿ ಹೆಗ್ಡೆ, ಆರ್ಡ್ ನಾಯ್ಕ, ನಾರಾಯಣ ಭಟ್, ಜಗದೀಶ ನಾಯ್ಕ, ವಿಭಾ ಗಾವಕರ್, ಜೈನಾಬಿ ಶೇಖ, ಅಭಿಷೇಕ್ ತಾಂಡೇಲ್, ಗುರುರಾಜ ನಾಯ್ಕ ಉಪಸ್ಥಿತರಿದ್ದರು. — [356, 358, 687, 446]
dateline: ಹಳಿಯಾಳ: — [341, 642, 388, 657]
dateline: ಹೊನ್ನಾವರ: — [356, 358, 404, 372]
mes-story[interactable] — [1150, 1938, 1514, 1966]
price-max: 64619 — [235, 1611, 315, 1635]
cyan-dot — [1375, 2354, 1386, 2365]
column-divider — [1146, 159, 1147, 481]
price-min: 54099 — [155, 1635, 235, 1659]
story-text: ಜಾನಪದ ಸೊಗಡಿನ ಹೋರಿ ಬೆದರಿಸುವ ಹಬ್ಬವನ್ನು ಗ್ರಾಮಸ್ಥರು ಸಂಭ್ರಮದಿಂದ ಆಚರಿಸಿದರು. ಬಣ್ಣ ಬಣ್ಣದ ಬಲೂನು, ಕೊಬ್ಬರಿ ಹಾರ, ಜೂಲುಗಳಿಂದ ಅಲಂಕೃತಗೊಂಡ ಹೋರಿಗಳು ಅಖಾಡದಲ್ಲಿ ಓಡುತ್ತಿದ್ದಂತೆ ನೆರೆದಿದ್ದ ಜನರು ಕೇಕೆ, ಶಿಳ್ಳೆ ಹಾಕಿ ಸಂಭ್ರಮಿಸಿದರು. ಹೋರಿಗಳನ್ನು ಹಿಡಿಯಲು ಪೈಲ್ವಾನರು ಪೈಪೋಟಿ ನಡೆಸಿದರು. ಸುತ್ತಮುತ್ತಲಿನ ಗ್ರಾಮಗಳಿಂದ ನೂರಾರು ಹೋರಿಗಳು ಪಾಲ್ಗೊಂಡಿದ್ದವು. ದೀಪಾವಳಿ ಹಬ್ಬದ ಅಂಗವಾಗಿ ನಡೆಯುವ ಈ ಸ್ಪರ್ಧೆ ಗ್ರಾಮೀಣ ಸಂಸ್ಕೃತಿಯ ಪ್ರತೀಕವಾಗಿದೆ. ಹಬ್ಬ ವೀಕ್ಷಿಸಲು ಸಾವಿರಾರು ಜನರು ಜಮಾಯಿಸಿದ್ದರು. ವಿಜೇತ ಹೋರಿಗಳ ಮಾಲೀಕರಿಗೆ ಬಹುಮಾನ ವಿತರಿಸಲಾಯಿತು. ಯಾವುದೇ ಅಹಿತಕರ ಘಟನೆ ನಡೆಯದಂತೆ ಪೊಲೀಸ್ ಬಂದೋಬಸ್ತ್ ಏರ್ಪಡಿಸಲಾಗಿತ್ತು. ಸಂಘಟಕರು ಸ್ಪರ್ಧೆಗೆ ಅಗತ್ಯ ವ್ಯವಸ್ಥೆ ಕಲ್ಪಿಸಿದ್ದರು. ಗ್ರಾಮದ ಹಿರಿಯರು, ಯುವಕರು ಹಾಗೂ ಮಹಿಳೆಯರು ಉತ್ಸಾಹದಿಂದ ಪಾಲ್ಗೊಂಡಿದ್ದರು. — [341, 1273, 751, 1467]
weather-cloud-icon — [959, 63, 1036, 120]
registration-marks-right — [1375, 2354, 1432, 2365]
temp-max-label: ಗರಿಷ್ಠ — [1049, 60, 1069, 74]
coin-icon — [51, 1310, 90, 1343]
price-min: 51298 — [148, 1470, 231, 1494]
section-divider-band — [26, 1921, 1515, 1928]
commodity: ಕಾಲುಮೆಣಸು — [49, 1805, 155, 1829]
fallen-tree-photo — [1161, 1549, 1514, 1783]
story-headline[interactable]: ಸಂಭ್ರಮದ ಹೋರಿ ಬೆದರಿಸುವ ಹಬ್ಬ — [341, 1220, 707, 1257]
farmers-body-col2 — [590, 968, 821, 1208]
uganda-body — [774, 1261, 1151, 1538]
student-photo — [1224, 1976, 1293, 2066]
price-max: 48599 — [235, 1732, 315, 1756]
quote-icon: ❝ — [595, 811, 631, 883]
kiru-item-1 — [46, 230, 315, 462]
table-row — [49, 1635, 315, 1659]
magenta-dot — [1390, 2354, 1402, 2365]
rss-body — [1102, 594, 1514, 1208]
price-max: 50090 — [235, 1659, 315, 1683]
kiru-item-3 — [46, 814, 315, 1076]
apmc-max-label: ಗರಿಷ್ಠ — [256, 1564, 284, 1582]
black-dot — [191, 2354, 202, 2365]
apmc-box — [45, 1305, 318, 1896]
apmc-yellapur — [49, 1561, 315, 1829]
kiru-item-title: ಇಂದು ವಿದ್ಯುತ್ ವ್ಯತ್ಯಯ — [46, 230, 247, 259]
story-text: ದೇಶೀಯ ಗೋ ತಳಿಗಳ ಸಂರಕ್ಷಣೆ ಪ್ರತಿಯೊಬ್ಬರ ಕರ್ತವ್ಯವಾಗಿದ್ದು, ಗೋವುಗಳ ಸಂರಕ್ಷಣೆಗೆ ಎಲ್ಲರೂ ಪಣತೊಡಬೇಕು ಎಂದು ಮುಖಂಡ ಭಾಟೆ ಹೇಳಿದರು. ಗೋಶಾಲೆಯಲ್ಲಿ ಹಮ್ಮಿಕೊಂಡಿದ್ದ ಕಾರ್ಯಕ್ರಮದಲ್ಲಿ ಮಾತನಾಡಿ, ಗೋವು ಭಾರತೀಯ ಸಂಸ್ಕೃತಿಯ ಪ್ರತೀಕವಾಗಿದೆ. ಗೋವುಗಳಿಂದ ದೊರೆಯುವ ಹಾಲು, ಗೊಬ್ಬರ ಕೃಷಿಗೆ ಸಹಕಾರಿಯಾಗಿದೆ. ಯುವಜನತೆ ಗೋ ಸೇವೆಯಲ್ಲಿ ತೊಡಗಿಕೊಳ್ಳಬೇಕು. ಗೋವುಗಳ ಅಕ್ರಮ ಸಾಗಾಟ ತಡೆಯಲು ಸರ್ಕಾರ ಕಠಿಣ ಕ್ರಮ ಕೈಗೊಳ್ಳಬೇಕು ಎಂದು ಒತ್ತಾಯಿಸಿದರು. ಕಾರ್ಯಕ್ರಮದಲ್ಲಿ ಗ್ರಾಮಸ್ಥರು, ಗೋ ಪ್ರೇಮಿಗಳು ಪಾಲ್ಗೊಂಡಿದ್ದರು. — [38, 2109, 409, 2263]
price-min: 42098 — [148, 1494, 231, 1518]
table-row — [49, 1421, 315, 1446]
rss-story[interactable] — [1102, 496, 1514, 568]
price-min: 59289 — [148, 1373, 231, 1397]
price-max: 65699 — [231, 1373, 315, 1397]
registration-marks-left — [145, 2354, 202, 2365]
cyan-dot — [963, 2354, 974, 2365]
apmc-yellapur-header — [49, 1561, 315, 1586]
story-headline[interactable]: ಎಂಇಎಸ್ ವಿದ್ಯಾರ್ಥಿಗಳ ಸಾಧನೆ — [1150, 1937, 1395, 1966]
farmers-body-col1 — [341, 640, 573, 1208]
masthead-city: ಹುಬ್ಬಳ್ಳಿ — [1368, 118, 1405, 136]
newspaper-logo: ಹೊಸ ದಿಗಂತ — [120, 49, 278, 90]
student-photos — [1150, 1976, 1514, 2066]
logo-tagline: ರಾಷ್ಟ್ರ ಜಾಗೃತಿಯ ದೈನಿಕ — [168, 95, 254, 108]
story-headline[interactable]: ಆರ್‌ಎಸ್‌ಎಸ್ ವಿರೋಧಿ ಕ್ರಮ: ರೂಪಾಲಿ ನಾಯ್ಕ ತಿರುಗೇಟು — [1102, 496, 1417, 569]
table-row — [49, 1805, 315, 1829]
dateline: ಹೊನ್ನಾವರ: — [46, 1134, 95, 1148]
commodity: ಕೆಂಪುಗೋಟು — [49, 1683, 155, 1708]
bull-story[interactable] — [341, 1220, 757, 1256]
farmers-protest-photo — [590, 640, 1082, 806]
story-body — [733, 230, 1136, 474]
column-divider — [1092, 496, 1093, 1208]
kiru-item-title: ಶ್ರೀಹರಿ ಜಿಲ್ಲಾ ಮಟ್ಟಕ್ಕೆ ಆಯ್ಕೆ — [46, 466, 278, 496]
masthead-divider — [26, 152, 1515, 154]
apmc-yellapur-table — [49, 1586, 315, 1829]
kdcc-story[interactable] — [427, 1938, 1130, 1971]
cows-story[interactable] — [38, 1938, 409, 1962]
cloud-icon — [959, 86, 1029, 116]
story-text: 2025-26ನೇ ಸಾಲಿನ ಹಂಗಾಮಿನ ಕಬ್ಬಿಗೆ ದರ ನಿಗದಿ ಸಂದರ್ಭದಲ್ಲಿ ಎಫ್‌ಆರ್‌ಪಿ ದರ ಸೇರಿದಂತೆ ಅಂತರ ಮೊತ್ತವನ್ನು ನೀಡಬೇಕೆಂದು ಆಗ್ರಹಿಸಿ ಸಕ್ಕರೆ ಕಾರ್ಖಾನೆಯ ಎದುರು ಕಬ್ಬು ಬೆಳೆಗಾರರು ಆರಂಭಿಸಿರುವ ಅಹೋರಾತ್ರಿ ಧರಣಿ ಎರಡನೇ ದಿನವೂ ಮುಂದುವರೆದಿದೆ. ಕಾರ್ಖಾನೆಯಿಂದ ಯಾವುದೇ ಸ್ಪಂದನೆ ದೊರೆಯದ ಹಿನ್ನೆಲೆಯಲ್ಲಿ ಹೋರಾಟ ತೀವ್ರಗೊಳಿಸುವುದಾಗಿ ರೈತ ಮುಖಂಡರು ಎಚ್ಚರಿಸಿದ್ದಾರೆ. ಪ್ರತಿ ಟನ್ ಕಬ್ಬಿಗೆ 3120 ರೂ. ದರ ನೀಡುವಂತೆ ಒತ್ತಾಯಿಸಿದ್ದು, ಕಟಾವು ಮತ್ತು ಸಾಗಾಟ ವೆಚ್ಚವನ್ನು ಕಾರ್ಖಾನೆಯೇ ಭರಿಸಬೇಕು ಎಂದು ಆಗ್ರಹಿಸಿದರು. ಕಳೆದ ಹಲವು ವರ್ಷಗಳಿಂದ ರೈತರಿಗೆ ಅನ್ಯಾಯವಾಗುತ್ತಿದ್ದು, ತೂಕದಲ್ಲಿ ಮೋಸ, ಇಳುವರಿ ಲೆಕ್ಕಾಚಾರದಲ್ಲಿ ಪಾರದರ್ಶಕತೆ ಇಲ್ಲ ಎಂದು ದೂರಿದರು. — [341, 642, 573, 895]
cyan-dot — [145, 2354, 156, 2365]
masthead-day: ಶನಿವಾರ — [1359, 63, 1404, 82]
kiru-item-body — [46, 263, 315, 462]
obituary-photo — [197, 1133, 315, 1268]
